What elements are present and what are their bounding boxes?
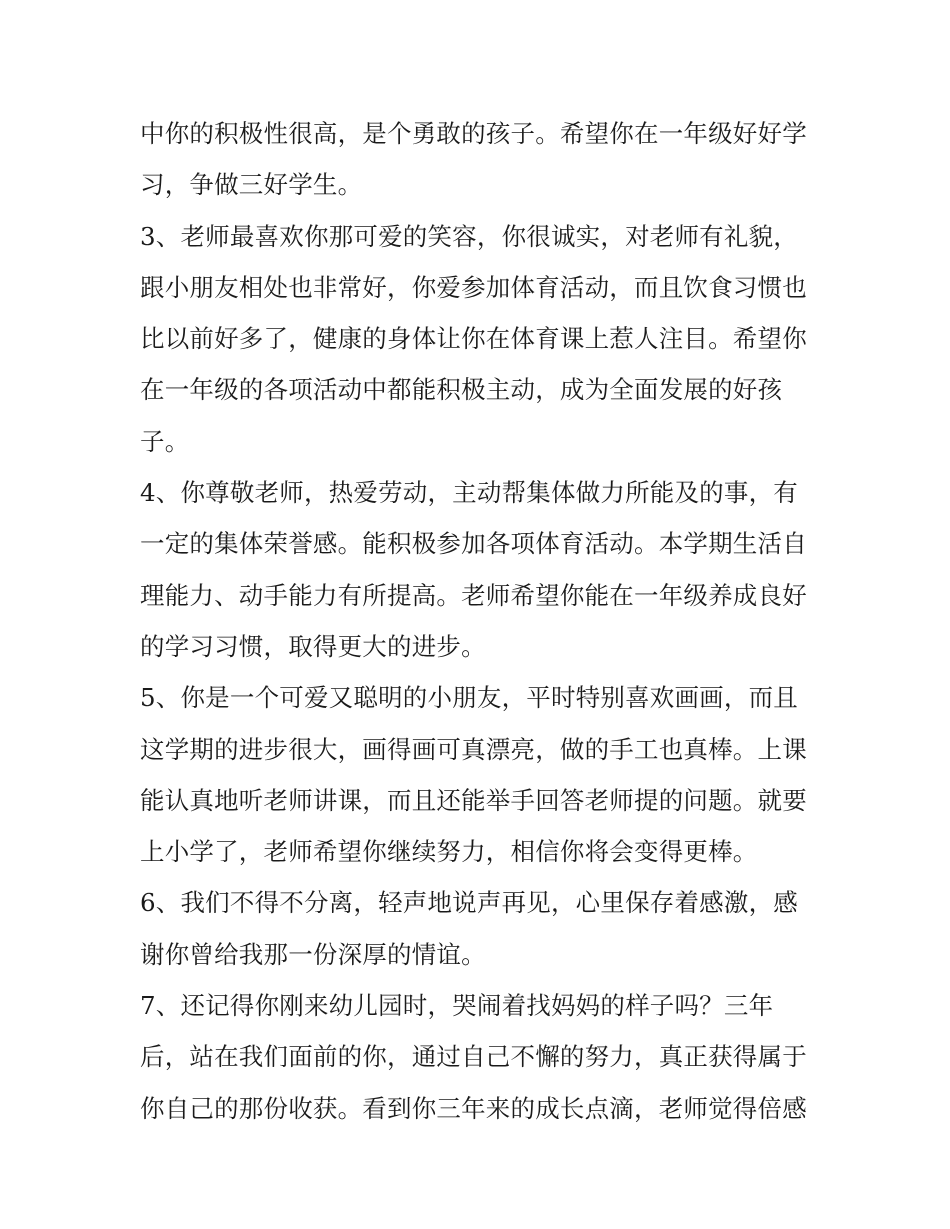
text-line: 谢你曾给我那一份深厚的情谊。 <box>140 939 486 969</box>
text-line: 习，争做三好学生。 <box>140 170 363 200</box>
text-line: 比以前好多了，健康的身体让你在体育课上惹人注目。希望你 <box>140 324 807 354</box>
text-line: 4、你尊敬老师，热爱劳动，主动帮集体做力所能及的事，有 <box>140 478 798 508</box>
document-body <box>140 108 820 1134</box>
text-line: 3、老师最喜欢你那可爱的笑容，你很诚实，对老师有礼貌， <box>140 221 798 251</box>
text-line: 你自己的那份收获。看到你三年来的成长点滴，老师觉得倍感 <box>140 1093 807 1123</box>
text-line: 6、我们不得不分离，轻声地说声再见，心里保存着感激，感 <box>140 888 798 918</box>
text-line: 在一年级的各项活动中都能积极主动，成为全面发展的好孩 <box>140 375 783 405</box>
text-line: 一定的集体荣誉感。能积极参加各项体育活动。本学期生活自 <box>140 529 807 559</box>
text-line: 这学期的进步很大，画得画可真漂亮，做的手工也真棒。上课 <box>140 734 807 764</box>
text-line: 能认真地听老师讲课，而且还能举手回答老师提的问题。就要 <box>140 785 807 815</box>
text-line: 5、你是一个可爱又聪明的小朋友，平时特别喜欢画画，而且 <box>140 683 798 713</box>
text-line: 跟小朋友相处也非常好，你爱参加体育活动，而且饮食习惯也 <box>140 272 807 302</box>
text-line: 的学习习惯，取得更大的进步。 <box>140 631 486 661</box>
text-line: 中你的积极性很高，是个勇敢的孩子。希望你在一年级好好学 <box>140 119 807 148</box>
text-line: 子。 <box>140 426 190 456</box>
text-line: 理能力、动手能力有所提高。老师希望你能在一年级养成良好 <box>140 580 807 610</box>
text-line: 上小学了，老师希望你继续努力，相信你将会变得更棒。 <box>140 837 758 867</box>
text-line: 7、还记得你刚来幼儿园时，哭闹着找妈妈的样子吗？三年 <box>140 991 774 1021</box>
text-line: 后，站在我们面前的你，通过自己不懈的努力，真正获得属于 <box>140 1042 807 1072</box>
